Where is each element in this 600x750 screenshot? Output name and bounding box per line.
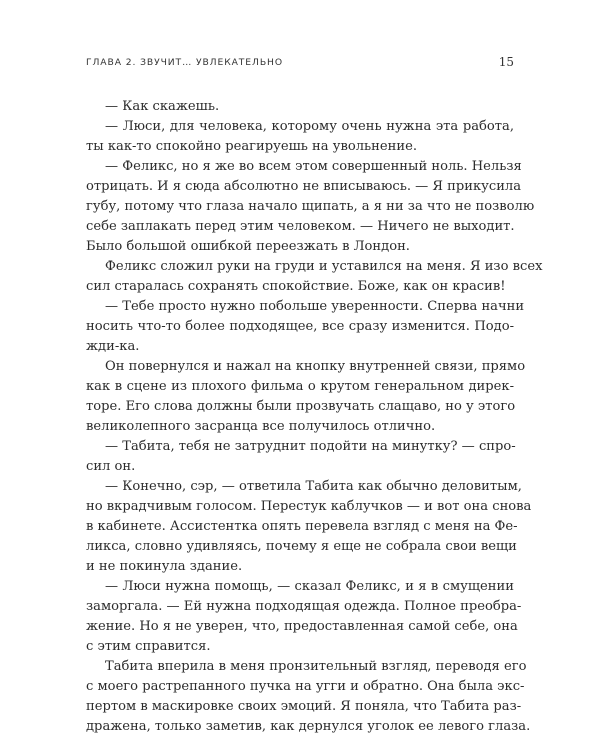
text-line: ликса, словно удивляясь, почему я еще не собрала свои вещи [86, 539, 517, 554]
text-line: носить что-то более подходящее, все сразу изменится. Подо- [86, 319, 514, 334]
text-line: дражена, только заметив, как дернулся уголок ее левого глаза. [86, 719, 531, 734]
text-line: с моего растрепанного пучка на угги и обратно. Она была экс- [86, 679, 525, 694]
text-line: с этим справится. [86, 639, 211, 654]
text-line: сил он. [86, 459, 136, 474]
body-text [86, 97, 543, 737]
text-line: и не покинула здание. [86, 559, 243, 574]
running-head: ГЛАВА 2. ЗВУЧИТ… УВЛЕКАТЕЛЬНО [86, 57, 283, 68]
text-line: торе. Его слова должны были прозвучать слащаво, но у этого [86, 399, 516, 414]
text-line: в кабинете. Ассистентка опять перевела взгляд с меня на Фе- [86, 519, 518, 534]
text-line: — Тебе просто нужно побольше уверенности. Сперва начни [105, 299, 525, 314]
text-line: пертом в маскировке своих эмоций. Я поняла, что Табита раз- [86, 699, 522, 714]
text-line: Было большой ошибкой переезжать в Лондон. [86, 239, 410, 254]
text-line: — Люси, для человека, которому очень нужна эта работа, [105, 119, 514, 134]
text-line: — Феликс, но я же во всем этом совершенный ноль. Нельзя [105, 159, 522, 174]
text-line: как в сцене из плохого фильма о крутом генеральном дирек- [86, 379, 514, 394]
text-line: — Конечно, сэр, — ответила Табита как обычно деловитым, [105, 479, 522, 494]
text-line: Табита вперила в меня пронзительный взгляд, переводя его [105, 659, 527, 674]
text-line: жди-ка. [86, 339, 140, 354]
text-line: отрицать. И я сюда абсолютно не вписываюсь. — Я прикусила [86, 179, 522, 194]
text-line: Феликс сложил руки на груди и уставился на меня. Я изо всех [105, 259, 543, 274]
text-line: — Как скажешь. [105, 99, 220, 114]
text-line: но вкрадчивым голосом. Перестук каблучков — и вот она снова [86, 499, 532, 514]
text-line: великолепного засранца все получилось отлично. [86, 419, 436, 434]
text-line: — Табита, тебя не затруднит подойти на минутку? — спро- [105, 439, 516, 454]
text-line: губу, потому что глаза начало щипать, а я ни за что не позволю [86, 199, 535, 214]
text-line: заморгала. — Ей нужна подходящая одежда. Полное преобра- [86, 599, 522, 614]
text-line: сил старалась сохранять спокойствие. Боже, как он красив! [86, 279, 506, 294]
page-number: 15 [498, 55, 514, 69]
text-line: жение. Но я не уверен, что, предоставленная самой себе, она [86, 619, 518, 634]
text-line: — Люси нужна помощь, — сказал Феликс, и я в смущении [105, 579, 514, 594]
text-line: ты как-то спокойно реагируешь на увольнение. [86, 139, 417, 154]
text-line: себе заплакать перед этим человеком. — Ничего не выходит. [86, 219, 515, 234]
text-line: Он повернулся и нажал на кнопку внутренней связи, прямо [105, 359, 526, 374]
